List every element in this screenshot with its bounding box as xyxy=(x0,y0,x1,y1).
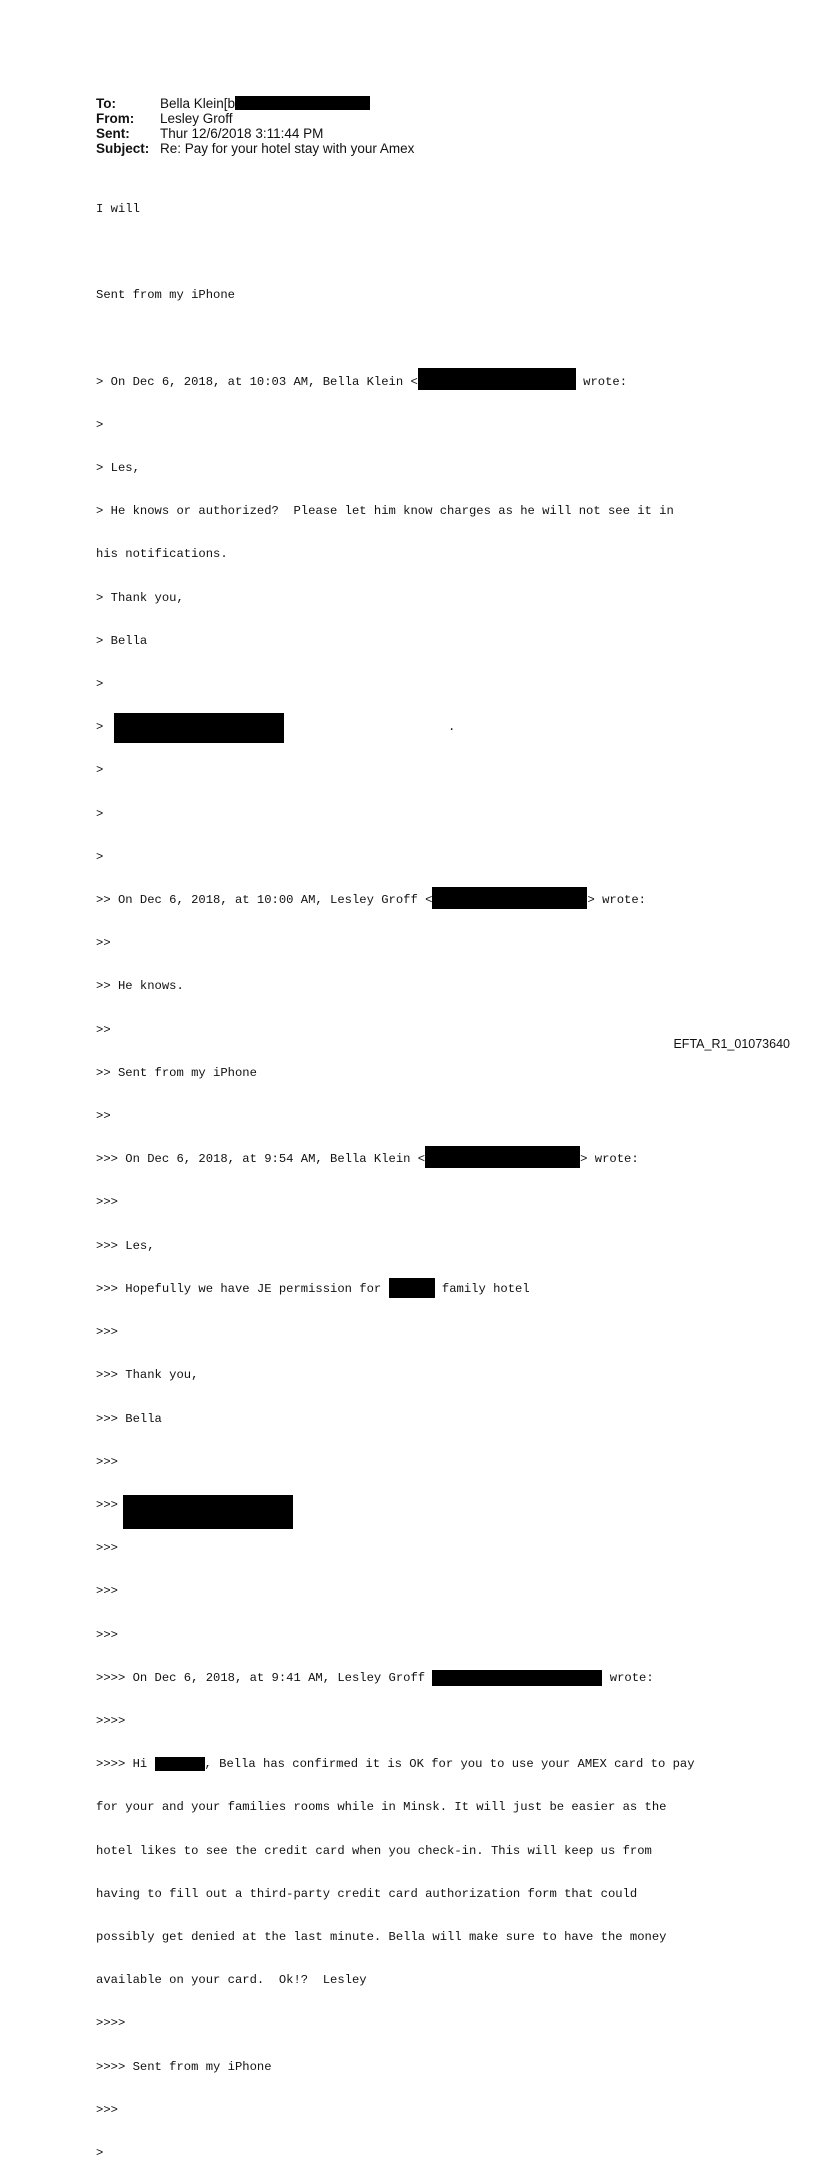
body-line: Sent from my iPhone xyxy=(96,288,235,303)
quote-text: , Bella has confirmed it is OK for you to use your AMEX card to pay xyxy=(204,1757,695,1772)
quoted-header-line xyxy=(96,1152,736,1166)
email-body xyxy=(96,173,736,2175)
to-label: To: xyxy=(96,96,116,111)
body-line: >>> xyxy=(96,1541,118,1556)
body-line: having to fill out a third-party credit card authorization form that could xyxy=(96,1886,638,1901)
quote-text: >>> On Dec 6, 2018, at 9:54 AM, Bella Klein < xyxy=(96,1152,426,1167)
quote-text: >> On Dec 6, 2018, at 10:00 AM, Lesley Groff < xyxy=(96,893,433,908)
body-line: possibly get denied at the last minute. Bella will make sure to have the money xyxy=(96,1929,667,1944)
subject-label: Subject: xyxy=(96,141,150,156)
redaction-block xyxy=(432,1670,602,1686)
body-line: > Les, xyxy=(96,461,140,476)
signature-redacted-line xyxy=(96,1498,736,1512)
body-line: available on your card. Ok!? Lesley xyxy=(96,1973,367,1988)
body-line: >>> xyxy=(96,1627,118,1642)
sent-value: Thur 12/6/2018 3:11:44 PM xyxy=(160,126,324,141)
body-line: for your and your families rooms while in Minsk. It will just be easier as the xyxy=(96,1800,667,1815)
body-line: >>> xyxy=(96,1325,118,1340)
to-name: Bella Klein[b xyxy=(160,96,236,111)
from-label: From: xyxy=(96,111,135,126)
body-line: his notifications. xyxy=(96,547,228,562)
redaction-block xyxy=(114,713,284,743)
signature-redacted-line xyxy=(96,720,736,734)
document-id: EFTA_R1_01073640 xyxy=(673,1037,790,1051)
quote-text: family hotel xyxy=(434,1281,530,1296)
to-value xyxy=(160,96,370,111)
body-line: >>> xyxy=(96,1195,118,1210)
redaction-block xyxy=(425,1146,580,1168)
redaction-block xyxy=(123,1495,293,1529)
body-line: I will xyxy=(96,201,140,216)
redaction-block xyxy=(418,368,576,390)
quote-text: >>>> On Dec 6, 2018, at 9:41 AM, Lesley Groff xyxy=(96,1670,433,1685)
body-line xyxy=(96,1757,736,1771)
quote-text: >>> xyxy=(96,1497,118,1512)
quote-text: > wrote: xyxy=(587,893,646,908)
body-line: >> xyxy=(96,1022,111,1037)
body-line: >>> Bella xyxy=(96,1411,162,1426)
subject-row xyxy=(96,141,414,156)
body-line: >>> Thank you, xyxy=(96,1368,199,1383)
body-line: > xyxy=(96,763,104,778)
body-line: >>> xyxy=(96,1584,118,1599)
body-line: >> He knows. xyxy=(96,979,184,994)
body-line: >>>> xyxy=(96,1713,126,1728)
quote-text: > wrote: xyxy=(580,1152,639,1167)
quoted-header-line xyxy=(96,893,736,907)
body-line: >>>> xyxy=(96,2016,126,2031)
quote-text: > xyxy=(96,720,104,735)
email-header xyxy=(96,96,414,156)
body-line: >>>> Sent from my iPhone xyxy=(96,2059,272,2074)
redaction-block xyxy=(389,1278,435,1298)
body-line xyxy=(96,1282,736,1296)
body-line: >> Sent from my iPhone xyxy=(96,1065,257,1080)
quote-text: > On Dec 6, 2018, at 10:03 AM, Bella Klein < xyxy=(96,374,418,389)
stray-dot: . xyxy=(448,720,456,735)
quoted-header-line xyxy=(96,1671,736,1685)
body-line: > xyxy=(96,677,104,692)
sent-row xyxy=(96,126,414,141)
sent-label: Sent: xyxy=(96,126,130,141)
quote-text: >>> Hopefully we have JE permission for xyxy=(96,1281,389,1296)
body-line: hotel likes to see the credit card when you check-in. This will keep us from xyxy=(96,1843,652,1858)
from-row xyxy=(96,111,414,126)
quoted-header-line xyxy=(96,375,736,389)
body-line: > xyxy=(96,417,104,432)
redaction-block xyxy=(432,887,587,909)
body-line: >>> xyxy=(96,2102,118,2117)
body-line: >>> Les, xyxy=(96,1238,155,1253)
body-line: > Bella xyxy=(96,633,148,648)
quote-text: >>>> Hi xyxy=(96,1757,155,1772)
body-line: > Thank you, xyxy=(96,590,184,605)
quote-text: wrote: xyxy=(575,374,628,389)
from-value: Lesley Groff xyxy=(160,111,233,126)
redaction-block xyxy=(235,96,370,110)
body-line: >> xyxy=(96,1109,111,1124)
body-line: > xyxy=(96,849,104,864)
body-line: > xyxy=(96,2145,104,2160)
body-line: > He knows or authorized? Please let him know charges as he will not see it in xyxy=(96,504,674,519)
redaction-block xyxy=(155,1757,205,1771)
quote-text: wrote: xyxy=(602,1670,654,1685)
body-line: >>> xyxy=(96,1454,118,1469)
body-line: > xyxy=(96,806,104,821)
subject-value: Re: Pay for your hotel stay with your Amex xyxy=(160,141,415,156)
body-line: >> xyxy=(96,936,111,951)
to-row xyxy=(96,96,414,111)
